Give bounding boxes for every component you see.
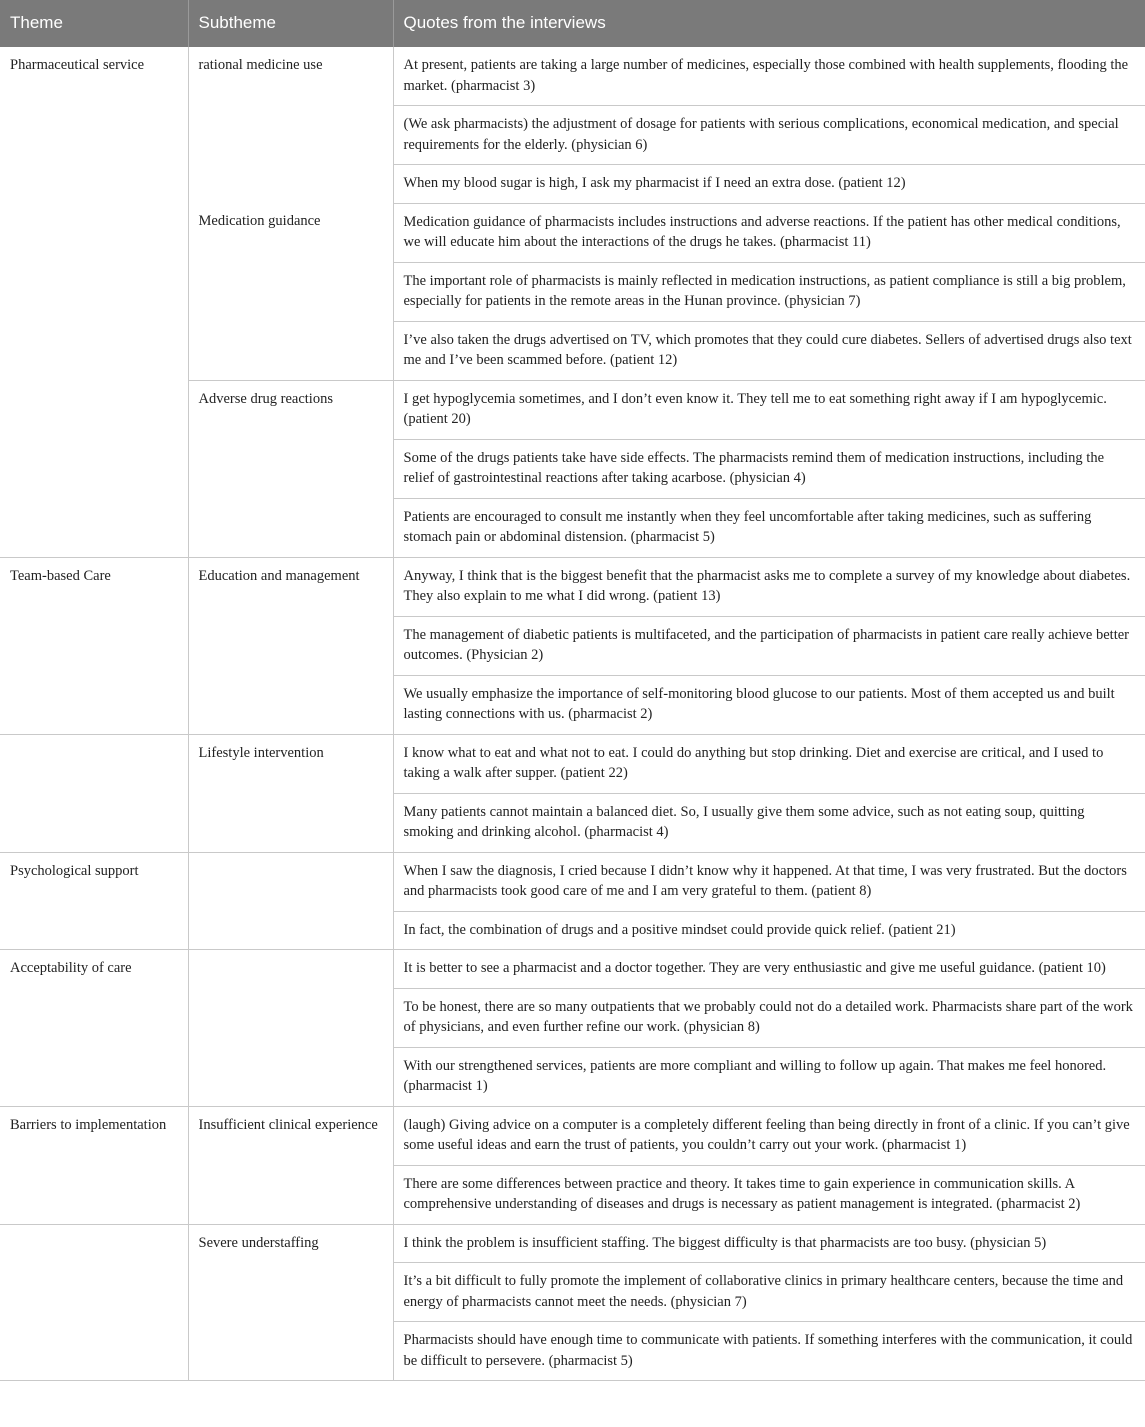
quote-cell: Patients are encouraged to consult me instantly when they feel uncomfortable after taking medicines, such as suffering stomach pain or abdominal distension. (pharmacist 5) [393,498,1145,557]
quote-cell: Anyway, I think that is the biggest benefit that the pharmacist asks me to complete a survey of my knowledge about diabetes. They also explain to me what I did wrong. (patient 13) [393,557,1145,616]
quote-cell: At present, patients are taking a large number of medicines, especially those combined with health supplements, flooding the market. (pharmacist 3) [393,47,1145,106]
theme-cell: Team-based Care [0,557,188,734]
header-theme: Theme [0,0,188,47]
subtheme-cell: Insufficient clinical experience [188,1106,393,1224]
subtheme-cell [188,852,393,950]
table-row [0,1106,1145,1165]
subtheme-cell: rational medicine use [188,47,393,203]
quote-cell: I know what to eat and what not to eat. I could do anything but stop drinking. Diet and exercise are critical, and I used to taking a walk after supper. (patient 22) [393,734,1145,793]
quote-cell: I’ve also taken the drugs advertised on TV, which promotes that they could cure diabetes. Sellers of advertised drugs also text me and I’ve been scammed before. (patient 12) [393,321,1145,380]
table-row [0,852,1145,911]
quote-cell: We usually emphasize the importance of self-monitoring blood glucose to our patients. Most of them accepted us and built lasting connections with us. (pharmacist 2) [393,675,1145,734]
subtheme-cell: Education and management [188,557,393,734]
quote-cell: Pharmacists should have enough time to communicate with patients. If something interferes with the communication, it could be difficult to persevere. (pharmacist 5) [393,1322,1145,1381]
quote-cell: With our strengthened services, patients are more compliant and willing to follow up again. That makes me feel honored. (pharmacist 1) [393,1047,1145,1106]
header-row [0,0,1145,47]
subtheme-cell: Lifestyle intervention [188,734,393,852]
quote-cell: (laugh) Giving advice on a computer is a completely different feeling than being directly in front of a clinic. If you can’t give some useful ideas and earn the trust of patients, you couldn’t carry out your work. (pharmacist 1) [393,1106,1145,1165]
quote-cell: It is better to see a pharmacist and a doctor together. They are very enthusiastic and give me useful guidance. (patient 10) [393,950,1145,989]
theme-cell: Barriers to implementation [0,1106,188,1224]
table-row [0,203,1145,262]
quote-cell: Many patients cannot maintain a balanced diet. So, I usually give them some advice, such as not eating soup, quitting smoking and drinking alcohol. (pharmacist 4) [393,793,1145,852]
theme-cell: Acceptability of care [0,950,188,1107]
theme-cell [0,203,188,557]
subtheme-cell: Adverse drug reactions [188,380,393,557]
table-row [0,950,1145,989]
subtheme-cell: Severe understaffing [188,1224,393,1381]
table-row [0,557,1145,616]
theme-cell: Pharmaceutical service [0,47,188,203]
subtheme-cell: Medication guidance [188,203,393,380]
quote-cell: Some of the drugs patients take have side effects. The pharmacists remind them of medication instructions, including the relief of gastrointestinal reactions after taking acarbose. (physician 4) [393,439,1145,498]
quote-cell: It’s a bit difficult to fully promote the implement of collaborative clinics in primary healthcare centers, because the time and energy of pharmacists cannot meet the needs. (physician 7) [393,1263,1145,1322]
quote-cell: The management of diabetic patients is multifaceted, and the participation of pharmacists in patient care really achieve better outcomes. (Physician 2) [393,616,1145,675]
quote-cell: The important role of pharmacists is mainly reflected in medication instructions, as patient compliance is still a big problem, especially for patients in the remote areas in the Hunan province. (physician 7) [393,262,1145,321]
quote-cell: I get hypoglycemia sometimes, and I don’t even know it. They tell me to eat something right away if I am hypoglycemic. (patient 20) [393,380,1145,439]
theme-cell: Psychological support [0,852,188,950]
table-row [0,734,1145,793]
quote-cell: When I saw the diagnosis, I cried because I didn’t know why it happened. At that time, I was very frustrated. But the doctors and pharmacists took good care of me and I am very grateful to them. (patient 8) [393,852,1145,911]
quote-cell: I think the problem is insufficient staffing. The biggest difficulty is that pharmacists are too busy. (physician 5) [393,1224,1145,1263]
table-row [0,47,1145,106]
table-row [0,1224,1145,1263]
theme-cell [0,1224,188,1381]
quote-cell: To be honest, there are so many outpatients that we probably could not do a detailed work. Pharmacists share part of the work of physicians, and even further refine our work. (physician 8) [393,988,1145,1047]
subtheme-cell [188,950,393,1107]
quote-cell: In fact, the combination of drugs and a positive mindset could provide quick relief. (patient 21) [393,911,1145,950]
quote-cell: (We ask pharmacists) the adjustment of dosage for patients with serious complications, economical medication, and special requirements for the elderly. (physician 6) [393,106,1145,165]
quote-cell: When my blood sugar is high, I ask my pharmacist if I need an extra dose. (patient 12) [393,165,1145,204]
header-quotes: Quotes from the interviews [393,0,1145,47]
theme-cell [0,734,188,852]
quote-cell: There are some differences between practice and theory. It takes time to gain experience in communication skills. A comprehensive understanding of diseases and drugs is necessary as patient management is integrated. (pharmacist 2) [393,1165,1145,1224]
header-subtheme: Subtheme [188,0,393,47]
quote-cell: Medication guidance of pharmacists includes instructions and adverse reactions. If the patient has other medical conditions, we will educate him about the interactions of the drugs he takes. (pharmacist 11) [393,203,1145,262]
